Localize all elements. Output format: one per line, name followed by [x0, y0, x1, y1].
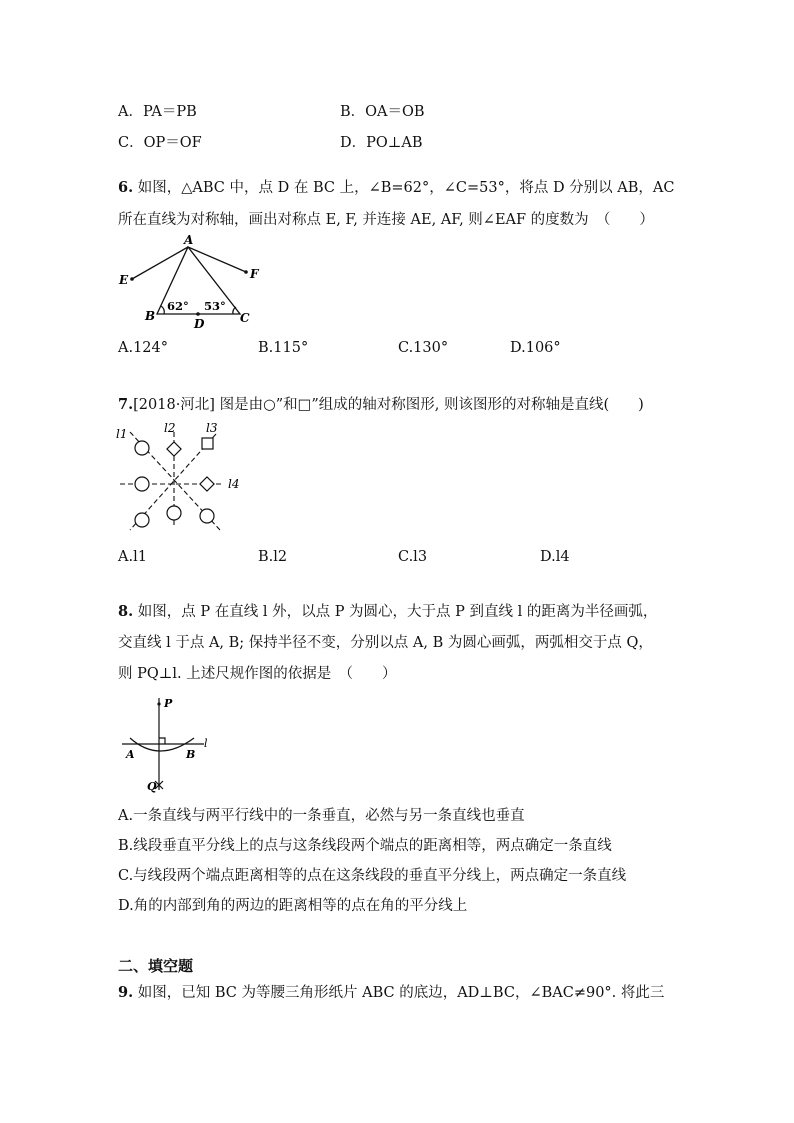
q7-label-l2 [164, 421, 175, 435]
q8-option-c: C.与线段两个端点距离相等的点在这条线段的垂直平分线上，两点确定一条直线 [118, 868, 627, 884]
q7-figure [112, 418, 247, 538]
section-title-fill-in: 二、填空题 [118, 957, 194, 975]
q7-label-l3-text: l3 [206, 421, 218, 435]
q6-segment-af [188, 247, 246, 272]
q8-option-a: A.一条直线与两平行线中的一条垂直，必然与另一条直线也垂直 [118, 808, 525, 824]
q6-label-c: C [240, 311, 250, 325]
q6-point-f [244, 270, 248, 274]
q6-stem-line2: 所在直线为对称轴，画出对称点 E, F, 并连接 AE, AF, 则∠EAF 的度数为 （ ） [118, 212, 654, 228]
q8-stem-line1 [118, 602, 657, 622]
q5-option-b: B．OA＝OB [340, 104, 425, 120]
q8-label-b: B [186, 748, 196, 761]
q8-label-p: P [164, 697, 173, 710]
q6-figure [112, 232, 272, 332]
q6-point-e [130, 277, 134, 281]
q9-stem-line1 [118, 983, 664, 1003]
q8-stem-line3: 则 PQ⊥l. 上述尺规作图的依据是 （ ） [118, 666, 397, 682]
q7-option-a: A.l1 [118, 549, 147, 565]
q6-label-d: D [194, 317, 205, 331]
q6-angle-c-label: 53° [204, 299, 226, 313]
q7-circle-mid-left [135, 477, 149, 491]
q7-square-top-right [202, 438, 213, 449]
q6-label-b: B [145, 309, 156, 323]
q8-point-p [157, 702, 160, 705]
q6-option-d: D.106° [510, 340, 561, 356]
q6-angle-b-arc [161, 306, 164, 314]
q8-option-d: D.角的内部到角的两边的距离相等的点在角的平分线上 [118, 898, 468, 914]
q7-option-c: C.l3 [398, 549, 428, 565]
q8-label-q: Q [147, 780, 157, 793]
q7-circle-top-left [135, 441, 149, 455]
q7-label-l1-text: l1 [116, 427, 128, 441]
q9-stem-text1: 如图，已知 BC 为等腰三角形纸片 ABC 的底边，AD⊥BC，∠BAC≠90°. 将此三 [133, 985, 665, 1001]
q7-diamond-top [167, 442, 181, 456]
q8-label-l: l [204, 737, 208, 750]
q7-stem-text1: [2018·河北] 图是由○”和□”组成的轴对称图形, 则该图形的对称轴是直线( ) [133, 397, 644, 413]
q6-stem-text1: 如图，△ABC 中，点 D 在 BC 上，∠B=62°，∠C=53°，将点 D 分别以 AB，AC [133, 180, 675, 196]
q6-number: 6. [118, 179, 134, 196]
q7-diamond-right [200, 477, 214, 491]
q7-option-b: B.l2 [258, 549, 288, 565]
q8-label-a: A [126, 748, 135, 761]
q6-label-a: A [184, 233, 194, 247]
q6-segment-ae [132, 247, 188, 279]
q7-label-l4-text: l4 [228, 477, 240, 491]
q7-label-l3 [206, 421, 218, 435]
q6-label-e: E [119, 273, 129, 287]
q7-label-l1 [116, 427, 127, 441]
q8-figure [112, 692, 222, 797]
q7-circle-bottom-mid [167, 506, 181, 520]
q5-option-c: C．OP＝OF [118, 135, 202, 151]
q7-circle-bottom-right [200, 509, 214, 523]
q7-stem-line1 [118, 395, 644, 415]
q6-option-b: B.115° [258, 340, 309, 356]
q7-circle-bottom-left [135, 513, 149, 527]
q7-number: 7. [118, 396, 134, 413]
q8-option-b: B.线段垂直平分线上的点与这条线段两个端点的距离相等，两点确定一条直线 [118, 838, 612, 854]
q6-label-f: F [250, 267, 259, 281]
q6-angle-c-arc [233, 307, 236, 314]
q5-option-a: A．PA＝PB [118, 104, 197, 120]
q6-option-c: C.130° [398, 340, 449, 356]
q6-angle-b-label: 62° [167, 299, 189, 313]
q8-number: 8. [118, 603, 134, 620]
q6-option-a: A.124° [118, 340, 169, 356]
q7-label-l2-text: l2 [164, 421, 176, 435]
q8-stem-text1: 如图，点 P 在直线 l 外，以点 P 为圆心，大于点 P 到直线 l 的距离为半径画弧， [133, 604, 658, 620]
q9-number: 9. [118, 984, 134, 1001]
q6-stem-line1 [118, 178, 674, 198]
q5-option-d: D．PO⊥AB [340, 135, 423, 151]
q8-stem-line2: 交直线 l 于点 A, B; 保持半径不变，分别以点 A, B 为圆心画弧，两弧相交于点 Q， [118, 635, 653, 651]
q7-option-d: D.l4 [540, 549, 570, 565]
q7-label-l4 [228, 477, 239, 491]
q6-point-d [196, 312, 200, 316]
